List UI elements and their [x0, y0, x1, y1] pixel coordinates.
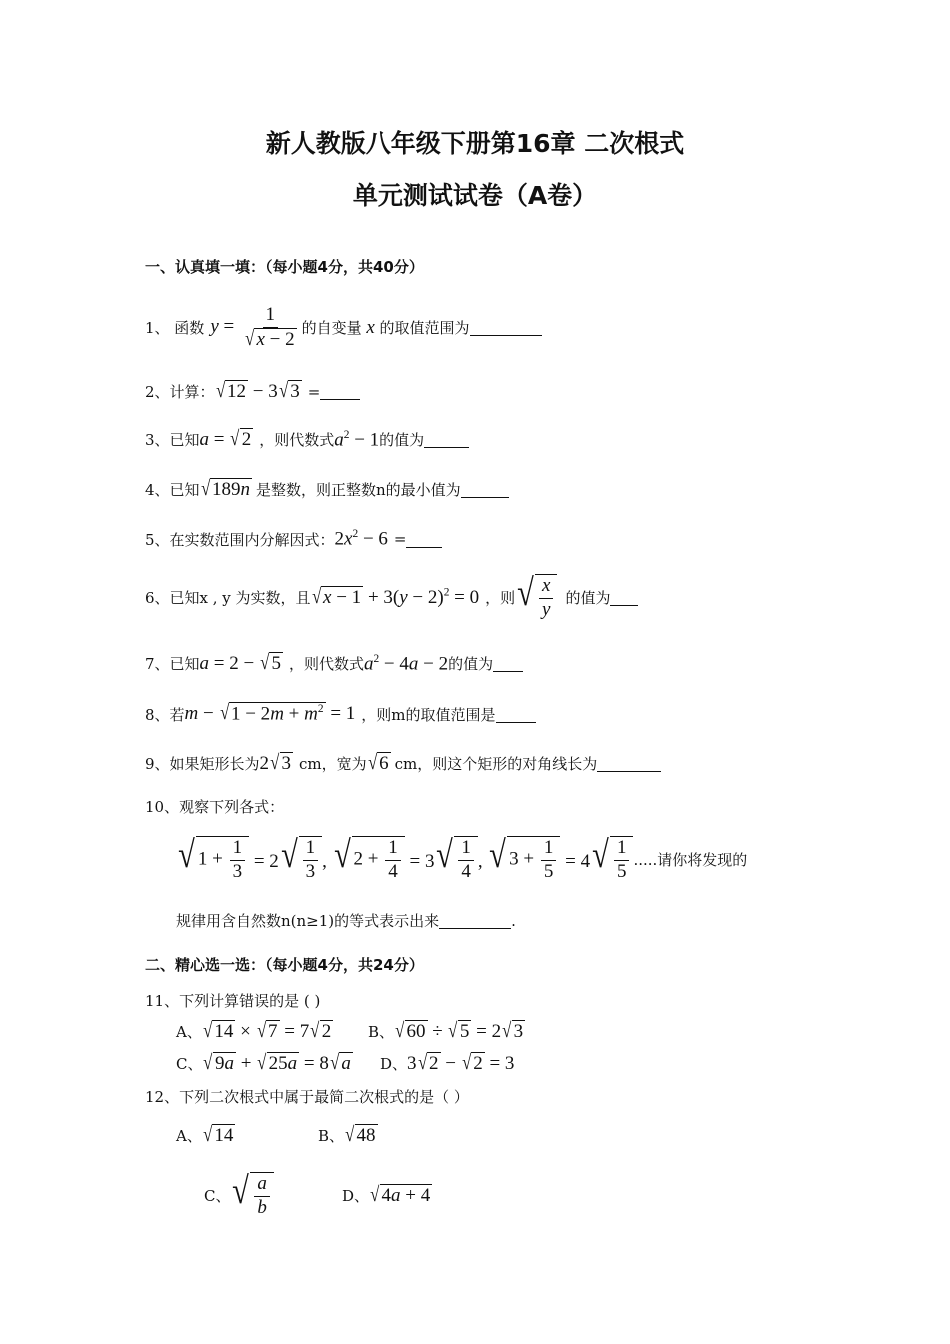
section-1-heading: 一、认真填一填：（每小题4分，共40分）	[145, 258, 424, 276]
q10-end: .	[511, 911, 516, 930]
q5-eq: =	[393, 530, 407, 549]
q8-label: 8、若	[145, 705, 185, 724]
q10-answer-blank[interactable]	[439, 912, 511, 929]
q10-label: 10、观察下列各式：	[145, 798, 285, 816]
q7-text: ，则代数式	[288, 655, 364, 674]
q11-option-b[interactable]	[368, 1020, 525, 1044]
q12-stem: 12、下列二次根式中属于最简二次根式的是（ ）	[145, 1088, 469, 1106]
title-line-1: 新人教版八年级下册第16章 二次根式	[265, 129, 685, 158]
question-10	[145, 796, 284, 817]
question-5	[145, 528, 442, 550]
question-11	[145, 990, 320, 1011]
q12-a-expr: √ 14	[202, 1122, 234, 1146]
q11-a-expr: √ 14 × √ 7 = 7 √ 2	[202, 1018, 332, 1042]
q11-option-c[interactable]	[176, 1052, 353, 1076]
q1-formula: y = 1 √ x − 2	[210, 304, 295, 350]
question-9	[145, 752, 661, 776]
q9-width: √ 6	[367, 750, 389, 774]
q5-expr: $2x^2 - 6$	[334, 528, 388, 550]
q6-text-2: 的值为	[565, 589, 611, 608]
q9-length: 2 √ 3	[259, 750, 292, 774]
title-line-2: 单元测试试卷（A卷）	[352, 181, 598, 210]
q3-label: 3、已知	[145, 431, 200, 450]
q12-d-label: D、	[342, 1187, 370, 1206]
question-6	[145, 574, 638, 622]
q5-label: 5、在实数范围内分解因式：	[145, 530, 335, 549]
q1-label: 1、 函数	[145, 319, 205, 338]
q8-expr: m − √ $1 - 2m + m^2$ = 1	[184, 700, 356, 725]
question-4	[145, 478, 509, 502]
q2-eq: =	[307, 382, 321, 401]
q3-answer-blank[interactable]	[424, 431, 469, 448]
q2-label: 2、计算：	[145, 383, 215, 402]
q1-answer-blank[interactable]	[470, 319, 542, 336]
q10-pattern-line	[176, 836, 747, 884]
q3-given: a = √ 2	[199, 426, 252, 450]
q11-d-label: D、	[380, 1055, 408, 1074]
q3-text-2: 的值为	[379, 431, 425, 450]
question-8	[145, 702, 536, 726]
q12-option-c[interactable]	[204, 1172, 274, 1220]
q9-text: cm，宽为	[299, 755, 367, 774]
section-2-heading: 二、精心选一选：（每小题4分，共24分）	[145, 956, 424, 974]
q6-answer-blank[interactable]	[610, 589, 638, 606]
q11-option-d[interactable]	[380, 1052, 514, 1076]
q11-d-expr: 3 √ 2 − √ 2 = 3	[407, 1050, 515, 1074]
q2-answer-blank[interactable]	[320, 383, 360, 400]
q10-instruction	[176, 910, 516, 931]
q7-given: a = 2 − √ 5	[199, 650, 281, 674]
q12-option-b[interactable]	[318, 1124, 378, 1148]
q4-answer-blank[interactable]	[461, 481, 509, 498]
q11-c-label: C、	[176, 1055, 203, 1074]
q9-label: 9、如果矩形长为	[145, 755, 260, 774]
q11-c-expr: √ 9a + √ 25a = 8 √ a	[203, 1050, 351, 1074]
q12-d-expr: √ 4a + 4	[370, 1182, 431, 1206]
q7-expr: $a^2 - 4a - 2$	[363, 652, 449, 675]
q12-option-a[interactable]	[176, 1124, 235, 1148]
q1-text-2: 的取值范围为	[379, 319, 470, 338]
q12-b-label: B、	[318, 1127, 345, 1146]
q10-text: .....请你将发现的	[633, 851, 748, 870]
q9-text-2: cm，则这个矩形的对角线长为	[394, 755, 598, 774]
q11-option-a[interactable]	[176, 1020, 333, 1044]
q4-expr: √ 189n	[200, 476, 251, 500]
q2-formula: √ 12 − 3 √ 3	[215, 378, 300, 402]
q11-b-expr: √ 60 ÷ √ 5 = 2 √ 3	[395, 1018, 524, 1042]
q1-var: x	[361, 316, 380, 338]
q6-text: ，则	[485, 589, 516, 608]
q8-answer-blank[interactable]	[496, 706, 536, 723]
q1-text: 的自变量	[301, 319, 362, 338]
q12-b-expr: √ 48	[345, 1122, 376, 1146]
q3-expr: $a^2 - 1$	[334, 428, 380, 451]
q7-answer-blank[interactable]	[493, 655, 523, 672]
q4-text: 是整数，则正整数n的最小值为	[256, 481, 461, 500]
q6-condition: √ x − 1 + $3(y - 2)^2 = 0$	[311, 583, 480, 608]
q7-text-2: 的值为	[448, 655, 494, 674]
question-7	[145, 652, 523, 676]
q11-b-label: B、	[368, 1023, 395, 1042]
q5-answer-blank[interactable]	[406, 531, 442, 548]
question-2	[145, 380, 360, 404]
q10-text-2: 规律用含自然数n(n≥1)的等式表示出来	[176, 912, 440, 930]
q6-expr: √ $\frac{x}{y}$	[515, 574, 557, 622]
q12-a-label: A、	[176, 1127, 202, 1146]
q4-label: 4、已知	[145, 481, 200, 500]
q8-text: ，则m的取值范围是	[361, 705, 496, 724]
q11-stem: 11、下列计算错误的是 ( )	[145, 992, 321, 1010]
q10-formula: √ 1 + $\frac{1}{3}$ = 2 √ $\frac{1}{3}$ , √ 2 + $\frac{1}{4}$ = 3 √ $\frac{1}{4}$ , √ 3 + $\frac{1}{5}$ = 4 √ $\frac{1}{5}$	[176, 836, 633, 884]
q7-label: 7、已知	[145, 655, 200, 674]
question-12	[145, 1086, 469, 1107]
q12-c-label: C、	[204, 1187, 231, 1206]
question-1	[145, 304, 542, 352]
q12-c-expr: √ $\frac{a}{b}$	[230, 1172, 273, 1220]
q11-a-label: A、	[176, 1023, 202, 1042]
q9-answer-blank[interactable]	[597, 755, 661, 772]
q12-option-d[interactable]	[342, 1184, 432, 1208]
q6-label: 6、已知x , y 为实数，且	[145, 589, 311, 608]
q3-text: ，则代数式	[259, 431, 335, 450]
question-3	[145, 428, 469, 452]
